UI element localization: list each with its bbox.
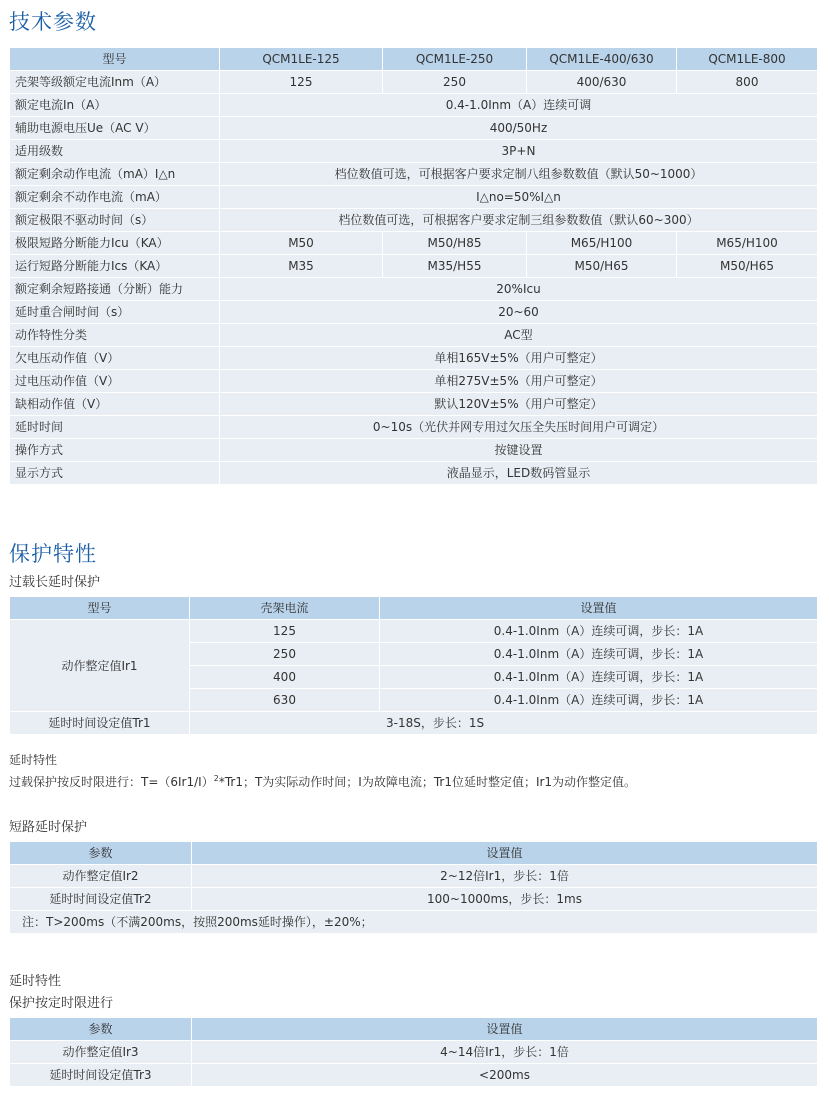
frame-current: 630 [190, 689, 380, 712]
row-label: 缺相动作值（V） [10, 393, 220, 416]
tech-header-250: QCM1LE-250 [383, 48, 527, 71]
row-label: 延时重合闸时间（s） [10, 301, 220, 324]
short-delay-table [9, 841, 818, 934]
table-row [10, 712, 818, 735]
table-row [10, 140, 818, 163]
cell-value: M35/H55 [383, 255, 527, 278]
formula-part-2: *Tr1；T为实际动作时间；I为故障电流；Tr1位延时整定值；Ir1为动作整定值。 [218, 775, 637, 789]
cell-value: 液晶显示，LED数码管显示 [220, 462, 818, 485]
short-delay-header-row [10, 842, 818, 865]
tr3-label: 延时时间设定值Tr3 [10, 1064, 192, 1087]
cell-value: 125 [220, 71, 383, 94]
tech-header-model: 型号 [10, 48, 220, 71]
overload-header-setting: 设置值 [380, 597, 818, 620]
setting-value: 0.4-1.0Inm（A）连续可调，步长：1A [380, 666, 818, 689]
formula-exponent: 2 [213, 774, 219, 783]
short-delay-subtitle: 短路延时保护 [9, 820, 88, 835]
cell-value: M50/H65 [677, 255, 818, 278]
cell-value: 按键设置 [220, 439, 818, 462]
ir2-label: 动作整定值Ir2 [10, 865, 192, 888]
overload-header-row [10, 597, 818, 620]
row-label: 额定剩余动作电流（mA）I△n [10, 163, 220, 186]
table-row [10, 163, 818, 186]
table-row [10, 911, 818, 934]
cell-value: 800 [677, 71, 818, 94]
table-row [10, 71, 818, 94]
ir3-value: 4~14倍Ir1，步长：1倍 [192, 1041, 818, 1064]
cell-value: I△no=50%I△n [220, 186, 818, 209]
cell-value: 档位数值可选，可根据客户要求定制八组参数数值（默认50~1000） [220, 163, 818, 186]
cell-value: M50/H65 [527, 255, 677, 278]
table-row [10, 439, 818, 462]
ir3-label: 动作整定值Ir3 [10, 1041, 192, 1064]
table-row [10, 347, 818, 370]
definite-header-setting: 设置值 [192, 1018, 818, 1041]
table-row [10, 1041, 818, 1064]
tr2-value: 100~1000ms，步长：1ms [192, 888, 818, 911]
table-row [10, 865, 818, 888]
cell-value: 单相275V±5%（用户可整定） [220, 370, 818, 393]
frame-current: 250 [190, 643, 380, 666]
cell-value: 400/630 [527, 71, 677, 94]
cell-value: M50 [220, 232, 383, 255]
tech-header-125: QCM1LE-125 [220, 48, 383, 71]
row-label: 额定剩余不动作电流（mA） [10, 186, 220, 209]
ir2-value: 2~12倍Ir1，步长：1倍 [192, 865, 818, 888]
tech-params-title: 技术参数 [9, 10, 97, 34]
row-label: 适用级数 [10, 140, 220, 163]
cell-value: 默认120V±5%（用户可整定） [220, 393, 818, 416]
cell-value: 0~10s（光伏并网专用过欠压全失压时间用户可调定） [220, 416, 818, 439]
cell-value: 单相165V±5%（用户可整定） [220, 347, 818, 370]
tech-header-row [10, 48, 818, 71]
row-label: 动作特性分类 [10, 324, 220, 347]
short-delay-header-setting: 设置值 [192, 842, 818, 865]
table-row [10, 209, 818, 232]
overload-table [9, 596, 818, 735]
definite-table [9, 1017, 818, 1087]
tr3-value: <200ms [192, 1064, 818, 1087]
definite-header-row [10, 1018, 818, 1041]
definite-char-title: 延时特性 [9, 974, 62, 989]
frame-current: 400 [190, 666, 380, 689]
tr1-label: 延时时间设定值Tr1 [10, 712, 190, 735]
definite-header-param: 参数 [10, 1018, 192, 1041]
definite-char-subtitle: 保护按定时限进行 [9, 996, 114, 1011]
overload-header-current: 壳架电流 [190, 597, 380, 620]
overload-header-model: 型号 [10, 597, 190, 620]
setting-value: 0.4-1.0Inm（A）连续可调，步长：1A [380, 620, 818, 643]
table-row [10, 117, 818, 140]
overload-subtitle: 过载长延时保护 [9, 575, 101, 590]
table-row [10, 888, 818, 911]
short-delay-header-param: 参数 [10, 842, 192, 865]
cell-value: 档位数值可选，可根据客户要求定制三组参数数值（默认60~300） [220, 209, 818, 232]
cell-value: M50/H85 [383, 232, 527, 255]
tr2-label: 延时时间设定值Tr2 [10, 888, 192, 911]
row-label: 极限短路分断能力Icu（KA） [10, 232, 220, 255]
cell-value: 0.4-1.0Inm（A）连续可调 [220, 94, 818, 117]
row-label: 欠电压动作值（V） [10, 347, 220, 370]
cell-value: M65/H100 [677, 232, 818, 255]
setting-value: 0.4-1.0Inm（A）连续可调，步长：1A [380, 689, 818, 712]
overload-char-title: 延时特性 [9, 753, 58, 767]
protection-title: 保护特性 [9, 542, 97, 566]
cell-value: 250 [383, 71, 527, 94]
table-row [10, 301, 818, 324]
table-row [10, 462, 818, 485]
table-row [10, 255, 818, 278]
cell-value: 20~60 [220, 301, 818, 324]
row-label: 过电压动作值（V） [10, 370, 220, 393]
table-row [10, 1064, 818, 1087]
table-row [10, 94, 818, 117]
row-label: 额定电流In（A） [10, 94, 220, 117]
tech-header-800: QCM1LE-800 [677, 48, 818, 71]
short-delay-note: 注：T>200ms（不满200ms，按照200ms延时操作），±20%； [10, 911, 818, 934]
cell-value: 20%Icu [220, 278, 818, 301]
table-row [10, 278, 818, 301]
overload-char-formula [9, 773, 636, 790]
row-label: 额定剩余短路接通（分断）能力 [10, 278, 220, 301]
ir1-label: 动作整定值Ir1 [10, 620, 190, 712]
table-row [10, 232, 818, 255]
row-label: 延时时间 [10, 416, 220, 439]
row-label: 运行短路分断能力Ics（KA） [10, 255, 220, 278]
row-label: 额定极限不驱动时间（s） [10, 209, 220, 232]
tech-header-400-630: QCM1LE-400/630 [527, 48, 677, 71]
tr1-value: 3-18S，步长：1S [190, 712, 818, 735]
cell-value: AC型 [220, 324, 818, 347]
table-row [10, 393, 818, 416]
table-row [10, 620, 818, 643]
row-label: 辅助电源电压Ue（AC V） [10, 117, 220, 140]
frame-current: 125 [190, 620, 380, 643]
row-label: 显示方式 [10, 462, 220, 485]
tech-params-table [9, 47, 818, 485]
table-row [10, 370, 818, 393]
row-label: 操作方式 [10, 439, 220, 462]
cell-value: 400/50Hz [220, 117, 818, 140]
cell-value: M35 [220, 255, 383, 278]
cell-value: M65/H100 [527, 232, 677, 255]
table-row [10, 186, 818, 209]
table-row [10, 416, 818, 439]
row-label: 壳架等级额定电流Inm（A） [10, 71, 220, 94]
setting-value: 0.4-1.0Inm（A）连续可调，步长：1A [380, 643, 818, 666]
table-row [10, 324, 818, 347]
cell-value: 3P+N [220, 140, 818, 163]
formula-part-1: 过载保护按反时限进行：T=（6Ir1/I） [9, 775, 214, 789]
